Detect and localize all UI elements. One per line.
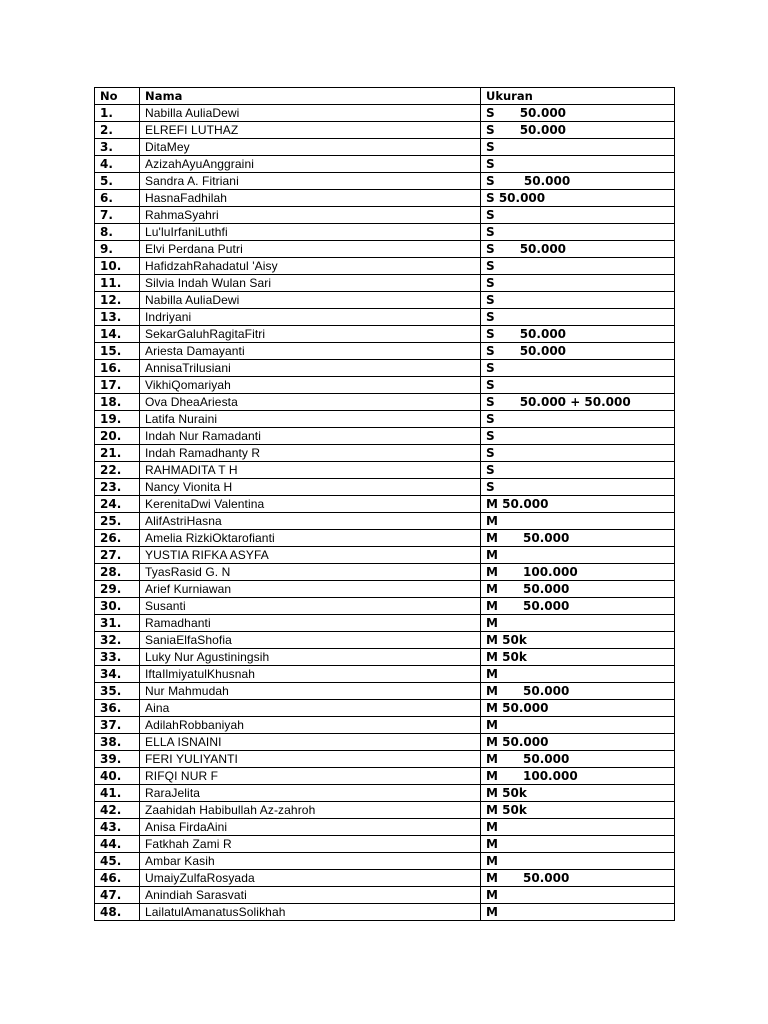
row-size: M [481, 853, 675, 870]
row-number: 6. [95, 190, 140, 207]
row-name: TyasRasid G. N [140, 564, 481, 581]
row-name: Indah Nur Ramadanti [140, 428, 481, 445]
row-name: RahmaSyahri [140, 207, 481, 224]
table-row [95, 139, 675, 156]
row-name: HasnaFadhilah [140, 190, 481, 207]
header-no: No [95, 88, 140, 105]
table-row [95, 275, 675, 292]
row-size: M 50k [481, 649, 675, 666]
row-number: 34. [95, 666, 140, 683]
table-header-row [95, 88, 675, 105]
table-row [95, 649, 675, 666]
table-row [95, 428, 675, 445]
row-size: S [481, 207, 675, 224]
row-number: 5. [95, 173, 140, 190]
row-name: Latifa Nuraini [140, 411, 481, 428]
table-row [95, 207, 675, 224]
row-name: Ramadhanti [140, 615, 481, 632]
table-row [95, 479, 675, 496]
row-name: UmaiyZulfaRosyada [140, 870, 481, 887]
row-name: FERI YULIYANTI [140, 751, 481, 768]
table-row [95, 258, 675, 275]
table-row [95, 564, 675, 581]
table-row [95, 190, 675, 207]
row-size: S 50.000 + 50.000 [481, 394, 675, 411]
row-number: 17. [95, 377, 140, 394]
row-size: S 50.000 [481, 105, 675, 122]
row-size: M [481, 615, 675, 632]
row-size: M [481, 513, 675, 530]
row-size: S 50.000 [481, 122, 675, 139]
row-number: 16. [95, 360, 140, 377]
row-size: M [481, 819, 675, 836]
row-size: M 50.000 [481, 581, 675, 598]
row-number: 46. [95, 870, 140, 887]
table-row [95, 870, 675, 887]
table-row [95, 819, 675, 836]
table-row [95, 768, 675, 785]
table-body [95, 105, 675, 921]
table-row [95, 496, 675, 513]
row-name: VikhiQomariyah [140, 377, 481, 394]
row-name: Indriyani [140, 309, 481, 326]
row-name: Indah Ramadhanty R [140, 445, 481, 462]
row-size: S [481, 411, 675, 428]
table-row [95, 751, 675, 768]
row-size: S [481, 462, 675, 479]
table-row [95, 122, 675, 139]
row-number: 39. [95, 751, 140, 768]
row-number: 38. [95, 734, 140, 751]
row-name: Aina [140, 700, 481, 717]
row-size: M [481, 666, 675, 683]
table-row [95, 377, 675, 394]
row-number: 35. [95, 683, 140, 700]
row-name: AdilahRobbaniyah [140, 717, 481, 734]
row-size: M 50k [481, 632, 675, 649]
row-size: S 50.000 [481, 173, 675, 190]
row-name: Lu'luIrfaniLuthfi [140, 224, 481, 241]
row-size: S [481, 156, 675, 173]
row-number: 10. [95, 258, 140, 275]
row-name: DitaMey [140, 139, 481, 156]
row-name: Elvi Perdana Putri [140, 241, 481, 258]
row-number: 40. [95, 768, 140, 785]
row-name: Luky Nur Agustiningsih [140, 649, 481, 666]
header-nama: Nama [140, 88, 481, 105]
row-name: LailatulAmanatusSolikhah [140, 904, 481, 921]
table-row [95, 462, 675, 479]
row-number: 19. [95, 411, 140, 428]
table-row [95, 700, 675, 717]
table-row [95, 241, 675, 258]
row-name: Nur Mahmudah [140, 683, 481, 700]
row-size: M 50k [481, 785, 675, 802]
row-name: Nabilla AuliaDewi [140, 105, 481, 122]
row-number: 12. [95, 292, 140, 309]
table-row [95, 326, 675, 343]
row-number: 31. [95, 615, 140, 632]
header-ukuran: Ukuran [481, 88, 675, 105]
row-size: S [481, 360, 675, 377]
row-number: 45. [95, 853, 140, 870]
row-size: S 50.000 [481, 241, 675, 258]
row-name: ELLA ISNAINI [140, 734, 481, 751]
row-number: 8. [95, 224, 140, 241]
table-row [95, 292, 675, 309]
row-name: HafidzahRahadatul 'Aisy [140, 258, 481, 275]
table-row [95, 394, 675, 411]
table-row [95, 802, 675, 819]
order-table [94, 87, 675, 921]
row-name: Ova DheaAriesta [140, 394, 481, 411]
row-size: M 100.000 [481, 768, 675, 785]
row-number: 47. [95, 887, 140, 904]
row-number: 14. [95, 326, 140, 343]
row-number: 9. [95, 241, 140, 258]
row-size: M [481, 547, 675, 564]
row-size: M [481, 836, 675, 853]
row-size: S [481, 275, 675, 292]
row-number: 37. [95, 717, 140, 734]
row-name: Sandra A. Fitriani [140, 173, 481, 190]
table-row [95, 343, 675, 360]
row-number: 41. [95, 785, 140, 802]
row-name: YUSTIA RIFKA ASYFA [140, 547, 481, 564]
table-row [95, 224, 675, 241]
row-name: Anindiah Sarasvati [140, 887, 481, 904]
row-size: S [481, 224, 675, 241]
row-name: KerenitaDwi Valentina [140, 496, 481, 513]
row-size: M 50k [481, 802, 675, 819]
row-size: S [481, 445, 675, 462]
row-number: 13. [95, 309, 140, 326]
row-number: 3. [95, 139, 140, 156]
row-name: AzizahAyuAnggraini [140, 156, 481, 173]
row-number: 2. [95, 122, 140, 139]
row-number: 18. [95, 394, 140, 411]
row-number: 33. [95, 649, 140, 666]
row-name: Susanti [140, 598, 481, 615]
row-size: M [481, 717, 675, 734]
row-size: M 50.000 [481, 530, 675, 547]
row-name: SaniaElfaShofia [140, 632, 481, 649]
row-size: M [481, 887, 675, 904]
row-number: 26. [95, 530, 140, 547]
row-size: M 50.000 [481, 683, 675, 700]
table-row [95, 360, 675, 377]
row-number: 21. [95, 445, 140, 462]
table-row [95, 734, 675, 751]
row-name: Ariesta Damayanti [140, 343, 481, 360]
table-row [95, 887, 675, 904]
row-number: 4. [95, 156, 140, 173]
row-number: 20. [95, 428, 140, 445]
row-number: 24. [95, 496, 140, 513]
table-row [95, 717, 675, 734]
table-row [95, 683, 675, 700]
row-number: 43. [95, 819, 140, 836]
row-number: 27. [95, 547, 140, 564]
row-size: M 100.000 [481, 564, 675, 581]
row-number: 11. [95, 275, 140, 292]
table-row [95, 785, 675, 802]
table-row [95, 309, 675, 326]
table-row [95, 105, 675, 122]
row-name: IftaIlmiyatulKhusnah [140, 666, 481, 683]
row-size: S 50.000 [481, 190, 675, 207]
row-name: Amelia RizkiOktarofianti [140, 530, 481, 547]
row-name: Silvia Indah Wulan Sari [140, 275, 481, 292]
table-row [95, 615, 675, 632]
row-number: 48. [95, 904, 140, 921]
row-name: SekarGaluhRagitaFitri [140, 326, 481, 343]
row-number: 7. [95, 207, 140, 224]
row-number: 23. [95, 479, 140, 496]
table-row [95, 530, 675, 547]
row-number: 42. [95, 802, 140, 819]
row-number: 15. [95, 343, 140, 360]
row-name: Fatkhah Zami R [140, 836, 481, 853]
row-name: AnnisaTrilusiani [140, 360, 481, 377]
row-number: 44. [95, 836, 140, 853]
row-name: Nabilla AuliaDewi [140, 292, 481, 309]
row-number: 29. [95, 581, 140, 598]
row-name: ELREFI LUTHAZ [140, 122, 481, 139]
table-row [95, 156, 675, 173]
row-size: S [481, 292, 675, 309]
table-row [95, 513, 675, 530]
row-name: Ambar Kasih [140, 853, 481, 870]
table-row [95, 173, 675, 190]
table-row [95, 411, 675, 428]
row-number: 22. [95, 462, 140, 479]
table-row [95, 598, 675, 615]
table-row [95, 666, 675, 683]
table-row [95, 904, 675, 921]
row-size: S [481, 479, 675, 496]
row-number: 28. [95, 564, 140, 581]
row-size: S [481, 377, 675, 394]
table-row [95, 836, 675, 853]
row-size: S [481, 309, 675, 326]
row-size: M 50.000 [481, 734, 675, 751]
row-name: AlifAstriHasna [140, 513, 481, 530]
row-name: Arief Kurniawan [140, 581, 481, 598]
row-name: RIFQI NUR F [140, 768, 481, 785]
row-size: M [481, 904, 675, 921]
row-size: M 50.000 [481, 496, 675, 513]
row-size: M 50.000 [481, 751, 675, 768]
row-name: Anisa FirdaAini [140, 819, 481, 836]
row-number: 32. [95, 632, 140, 649]
row-number: 30. [95, 598, 140, 615]
table-row [95, 581, 675, 598]
row-size: S [481, 428, 675, 445]
table-row [95, 547, 675, 564]
row-name: RAHMADITA T H [140, 462, 481, 479]
row-size: M 50.000 [481, 598, 675, 615]
row-number: 1. [95, 105, 140, 122]
row-number: 36. [95, 700, 140, 717]
row-size: S 50.000 [481, 343, 675, 360]
table-row [95, 632, 675, 649]
row-name: RaraJelita [140, 785, 481, 802]
row-size: M 50.000 [481, 700, 675, 717]
row-size: S [481, 139, 675, 156]
row-size: S 50.000 [481, 326, 675, 343]
row-name: Zaahidah Habibullah Az-zahroh [140, 802, 481, 819]
row-size: S [481, 258, 675, 275]
row-size: M 50.000 [481, 870, 675, 887]
row-name: Nancy Vionita H [140, 479, 481, 496]
table-row [95, 853, 675, 870]
row-number: 25. [95, 513, 140, 530]
table-row [95, 445, 675, 462]
